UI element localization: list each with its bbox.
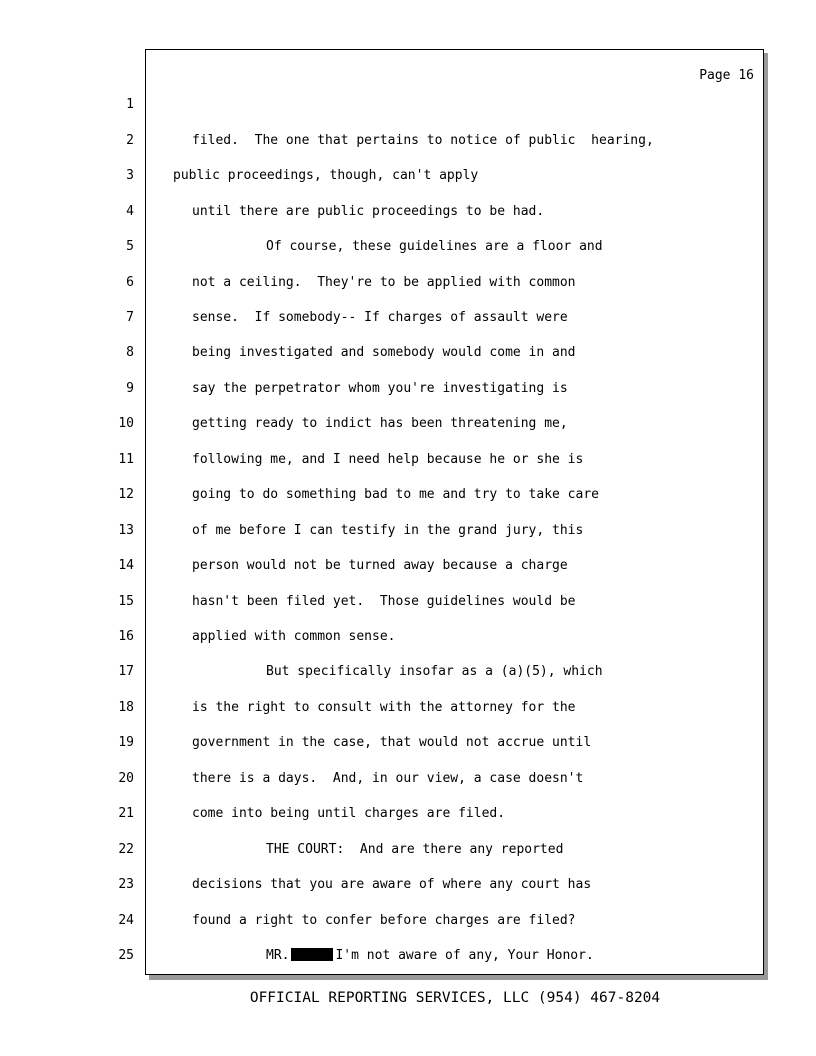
line-number: 23 xyxy=(118,877,134,892)
line-number: 17 xyxy=(118,664,134,679)
transcript-line: following me, and I need help because he or she is xyxy=(192,452,584,467)
transcript-line: sense. If somebody-- If charges of assault were xyxy=(192,310,568,325)
transcript-line: decisions that you are aware of where any court has xyxy=(192,877,592,892)
line-number: 6 xyxy=(126,275,134,290)
transcript-line: getting ready to indict has been threatening me, xyxy=(192,416,568,431)
transcript-line: of me before I can testify in the grand jury, this xyxy=(192,523,584,538)
line-number: 19 xyxy=(118,735,134,750)
transcript-line: But specifically insofar as a (a)(5), which xyxy=(266,664,603,679)
speaker-statement: I'm not aware of any, Your Honor. xyxy=(335,948,594,963)
transcript-line: not a ceiling. They're to be applied with common xyxy=(192,275,576,290)
transcript-line: there is a days. And, in our view, a case doesn't xyxy=(192,771,584,786)
footer-reporter-info: OFFICIAL REPORTING SERVICES, LLC (954) 467-8204 xyxy=(249,990,661,1006)
transcript-line: public proceedings, though, can't apply xyxy=(173,168,479,183)
line-number: 16 xyxy=(118,629,134,644)
transcript-line: come into being until charges are filed. xyxy=(192,806,506,821)
line-number: 25 xyxy=(118,948,134,963)
transcript-line: is the right to consult with the attorney for the xyxy=(192,700,576,715)
line-number: 22 xyxy=(118,842,134,857)
transcript-line: until there are public proceedings to be had. xyxy=(192,204,545,219)
transcript-line: being investigated and somebody would come in and xyxy=(192,345,576,360)
line-number: 4 xyxy=(126,204,134,219)
transcript-line: hasn't been filed yet. Those guidelines would be xyxy=(192,594,576,609)
line-number: 15 xyxy=(118,594,134,609)
transcript-line: filed. The one that pertains to notice of public hearing, xyxy=(192,133,654,148)
line-number: 20 xyxy=(118,771,134,786)
line-number: 2 xyxy=(126,133,134,148)
line-number: 13 xyxy=(118,523,134,538)
line-number: 18 xyxy=(118,700,134,715)
transcript-line: government in the case, that would not accrue until xyxy=(192,735,592,750)
speaker-prefix: MR. xyxy=(266,948,290,963)
transcript-line xyxy=(266,948,594,964)
transcript-line: found a right to confer before charges are filed? xyxy=(192,913,576,928)
line-number: 8 xyxy=(126,345,134,360)
transcript-line: person would not be turned away because a charge xyxy=(192,558,568,573)
line-number: 3 xyxy=(126,168,134,183)
redaction-block xyxy=(291,948,333,961)
line-number: 1 xyxy=(126,97,134,112)
line-number: 21 xyxy=(118,806,134,821)
page-number: Page 16 xyxy=(699,68,754,83)
transcript-line: say the perpetrator whom you're investigating is xyxy=(192,381,568,396)
transcript-line: Of course, these guidelines are a floor and xyxy=(266,239,603,254)
transcript-line: THE COURT: And are there any reported xyxy=(266,842,564,857)
line-number: 10 xyxy=(118,416,134,431)
line-number: 24 xyxy=(118,913,134,928)
line-number: 11 xyxy=(118,452,134,467)
line-number: 9 xyxy=(126,381,134,396)
line-number: 14 xyxy=(118,558,134,573)
line-number: 5 xyxy=(126,239,134,254)
transcript-line: applied with common sense. xyxy=(192,629,396,644)
line-number: 7 xyxy=(126,310,134,325)
line-number: 12 xyxy=(118,487,134,502)
transcript-page xyxy=(145,49,764,975)
transcript-line: going to do something bad to me and try to take care xyxy=(192,487,599,502)
